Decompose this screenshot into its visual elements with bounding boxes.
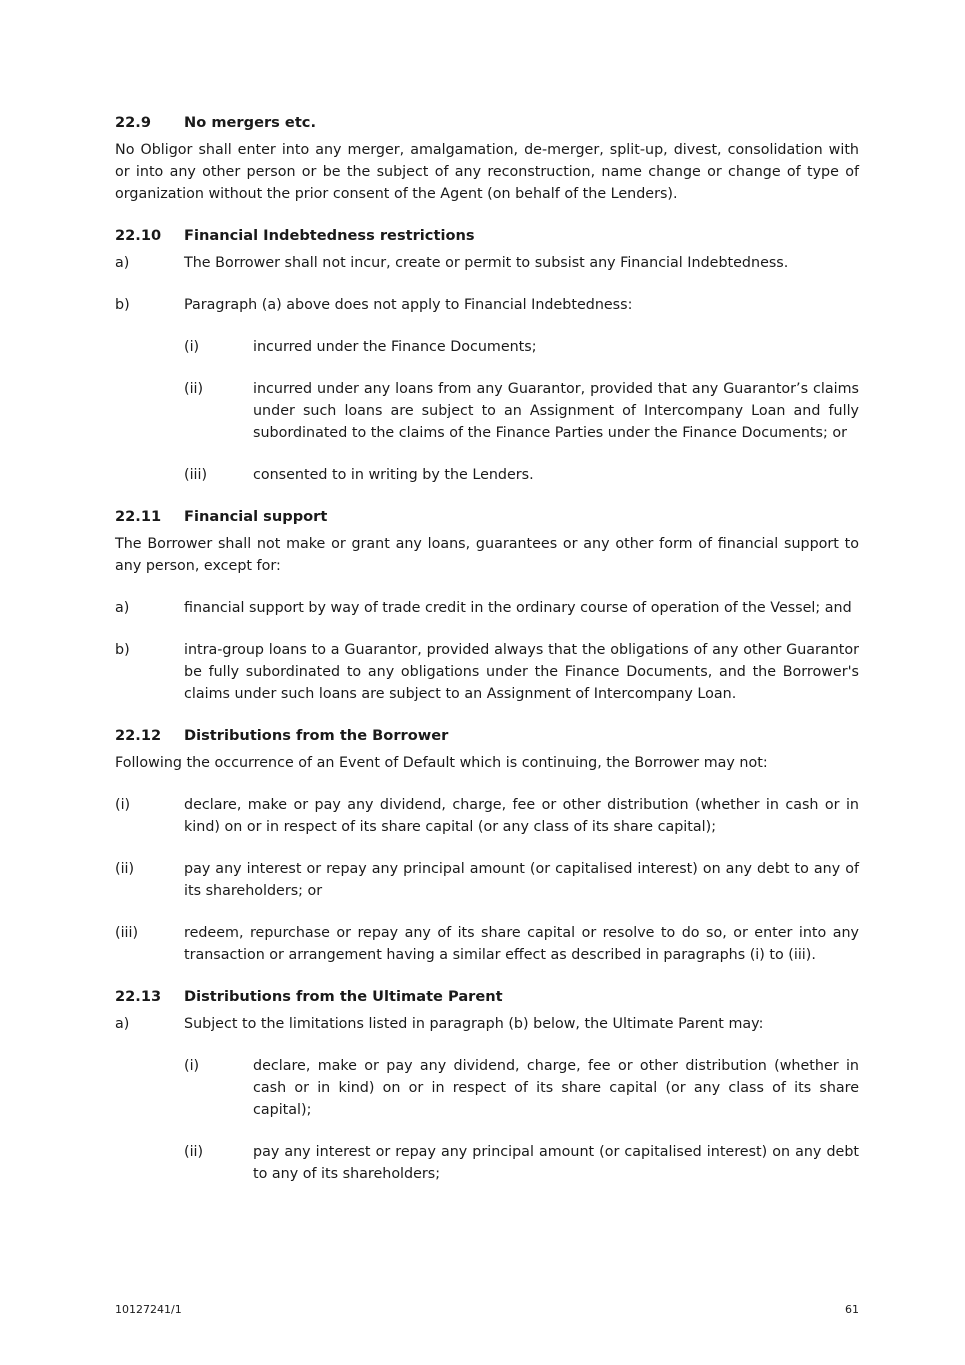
clause-text: redeem, repurchase or repay any of its share capital or resolve to do so, or enter into any transaction or arrangement having a similar effect as described in paragraphs (i) to (iii). [184, 925, 859, 963]
section-number: 22.11 [115, 508, 162, 525]
clause-label: (iii) [115, 925, 139, 941]
clause-label: (i) [184, 339, 200, 355]
clause-a [115, 597, 859, 619]
clause-label: a) [115, 1016, 130, 1032]
subclause-ii [184, 378, 859, 444]
section-number: 22.9 [115, 114, 152, 131]
section-title: Financial support [184, 508, 328, 525]
subclause-ii [184, 1141, 859, 1185]
clause-text: Paragraph (a) above does not apply to Financial Indebtedness: [184, 297, 633, 313]
clause-text: The Borrower shall not incur, create or permit to subsist any Financial Indebtedness. [184, 255, 789, 271]
clause-label: a) [115, 600, 130, 616]
clause-text: declare, make or pay any dividend, charge, fee or other distribution (whether in cash or in kind) on or in respect of its share capital (or any class of its share capital); [253, 1058, 859, 1118]
paragraph: Following the occurrence of an Event of Default which is continuing, the Borrower may not: [115, 755, 768, 771]
clause-text: intra-group loans to a Guarantor, provided always that the obligations of any other Guarantor be fully subordinated to any obligations under the Finance Documents, and the Borrower's claims under such loans are subject to an Assignment of Intercompany Loan. [184, 642, 859, 702]
clause-label: b) [115, 642, 130, 658]
paragraph: The Borrower shall not make or grant any loans, guarantees or any other form of financial support to any person, except for: [115, 536, 859, 574]
clause-text: incurred under the Finance Documents; [253, 339, 537, 355]
clause-label: (ii) [115, 861, 135, 877]
subclause-i [184, 1055, 859, 1121]
clause-label: b) [115, 297, 130, 313]
clause-text: pay any interest or repay any principal amount (or capitalised interest) on any debt to any of its shareholders; or [184, 861, 859, 899]
section-number: 22.10 [115, 227, 162, 244]
clause-b [115, 639, 859, 705]
clause-i [115, 794, 859, 838]
clause-text: Subject to the limitations listed in paragraph (b) below, the Ultimate Parent may: [184, 1016, 764, 1032]
clause-text: declare, make or pay any dividend, charge, fee or other distribution (whether in cash or in kind) on or in respect of its share capital (or any class of its share capital); [184, 797, 859, 835]
section-title: Financial Indebtedness restrictions [184, 227, 475, 244]
clause-label: (ii) [184, 381, 204, 397]
footer-page-number: 61 [845, 1303, 859, 1316]
section-heading-22-9 [115, 112, 859, 134]
section-heading-22-12 [115, 725, 859, 747]
subclause-iii [184, 464, 859, 486]
clause-ii [115, 858, 859, 902]
section-title: No mergers etc. [184, 114, 316, 131]
document-page [115, 112, 859, 1185]
clause-label: a) [115, 255, 130, 271]
clause-a [115, 252, 859, 274]
subclause-i [184, 336, 859, 358]
clause-label: (i) [115, 797, 131, 813]
clause-label: (ii) [184, 1144, 204, 1160]
section-heading-22-11 [115, 506, 859, 528]
clause-a [115, 1013, 859, 1035]
clause-iii [115, 922, 859, 966]
section-title: Distributions from the Borrower [184, 727, 449, 744]
section-title: Distributions from the Ultimate Parent [184, 988, 503, 1005]
clause-text: financial support by way of trade credit in the ordinary course of operation of the Vessel; and [184, 600, 852, 616]
section-heading-22-13 [115, 986, 859, 1008]
section-number: 22.12 [115, 727, 162, 744]
clause-text: pay any interest or repay any principal amount (or capitalised interest) on any debt to any of its shareholders; [253, 1144, 859, 1182]
section-heading-22-10 [115, 225, 859, 247]
section-number: 22.13 [115, 988, 162, 1005]
clause-b [115, 294, 859, 316]
clause-label: (iii) [184, 467, 208, 483]
clause-text: incurred under any loans from any Guarantor, provided that any Guarantor’s claims under such loans are subject to an Assignment of Intercompany Loan and fully subordinated to the claims of the Finance Parties under the Finance Documents; or [253, 381, 859, 441]
footer-doc-id: 10127241/1 [115, 1303, 182, 1316]
paragraph: No Obligor shall enter into any merger, amalgamation, de-merger, split-up, divest, consolidation with or into any other person or be the subject of any reconstruction, name change or change of type of organization without the prior consent of the Agent (on behalf of the Lenders). [115, 142, 859, 202]
clause-label: (i) [184, 1058, 200, 1074]
clause-text: consented to in writing by the Lenders. [253, 467, 534, 483]
